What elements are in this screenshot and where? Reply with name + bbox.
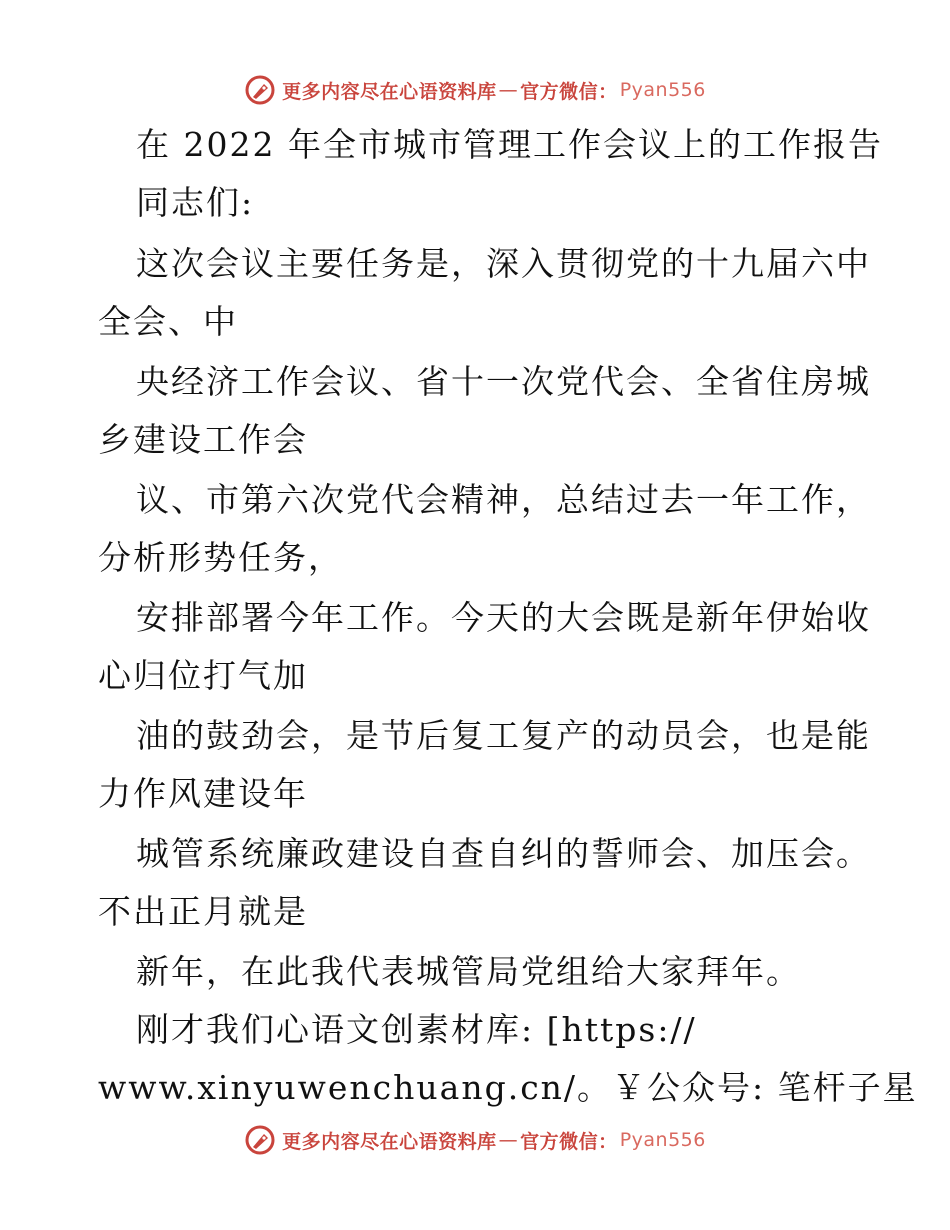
- text-line: www.xinyuwenchuang.cn/。￥公众号: 笔杆子星: [98, 1068, 918, 1107]
- watermark-official-label: 官方微信：: [520, 80, 618, 103]
- text-line: 乡建设工作会: [98, 420, 308, 459]
- document-title: 在 2022 年全市城市管理工作会议上的工作报告: [136, 125, 883, 164]
- text-line: 安排部署今年工作。今天的大会既是新年伊始收: [136, 598, 871, 637]
- text-line: 不出正月就是: [98, 892, 308, 931]
- footer-watermark: [0, 1120, 950, 1160]
- text-line: 议、市第六次党代会精神，总结过去一年工作，: [136, 480, 871, 519]
- text-line: 新年，在此我代表城管局党组给大家拜年。: [136, 952, 801, 991]
- watermark-main-text: 更多内容尽在心语资料库: [282, 1130, 497, 1153]
- text-line: 力作风建设年: [98, 774, 308, 813]
- pen-nib-logo-icon: [244, 1124, 276, 1156]
- watermark-wechat-id: Pyan556: [619, 79, 706, 101]
- watermark-official-label: 官方微信：: [520, 1130, 618, 1153]
- text-line: 央经济工作会议、省十一次党代会、全省住房城: [136, 362, 871, 401]
- text-line: 分析形势任务，: [98, 538, 343, 577]
- text-line: 全会、中: [98, 302, 238, 341]
- text-line: 油的鼓劲会，是节后复工复产的动员会，也是能: [136, 716, 871, 755]
- text-line: 城管系统廉政建设自查自纠的誓师会、加压会。: [136, 834, 871, 873]
- watermark-wechat-id: Pyan556: [619, 1129, 706, 1151]
- text-line: 刚才我们心语文创素材库: [https://: [136, 1010, 697, 1049]
- text-line: 这次会议主要任务是，深入贯彻党的十九届六中: [136, 244, 871, 283]
- watermark-dash: —: [498, 79, 519, 101]
- watermark-dash: —: [498, 1129, 519, 1151]
- header-watermark: [0, 70, 950, 110]
- text-line: 心归位打气加: [98, 656, 308, 695]
- watermark-main-text: 更多内容尽在心语资料库: [282, 80, 497, 103]
- text-line: 同志们:: [136, 183, 255, 222]
- pen-nib-logo-icon: [244, 74, 276, 106]
